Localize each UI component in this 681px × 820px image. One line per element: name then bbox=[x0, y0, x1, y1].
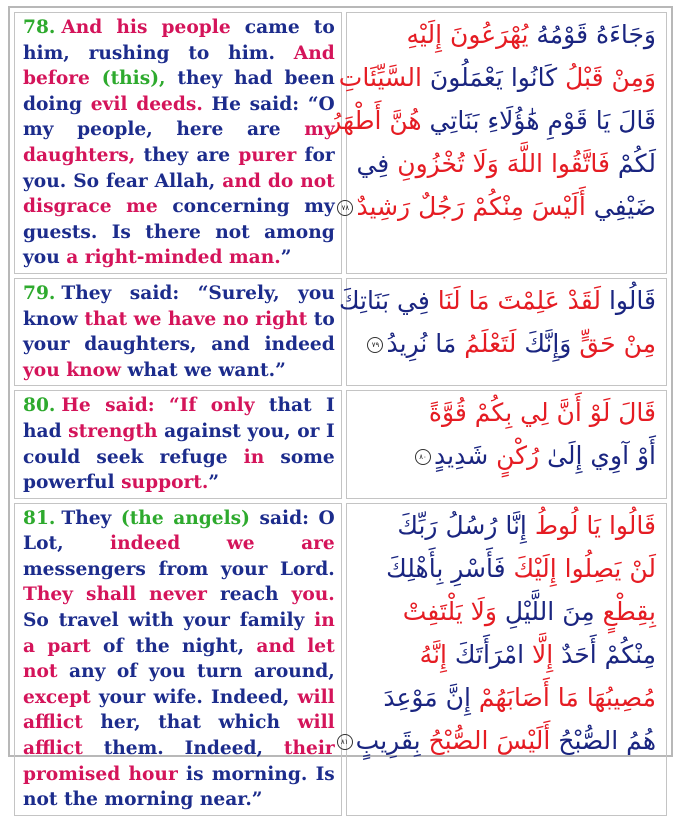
arabic-segment: كَانُوا يَعْمَلُونَ bbox=[421, 63, 558, 92]
arabic-segment: قَالُوا يَا لُوطُ bbox=[526, 510, 656, 540]
english-translation-80 bbox=[14, 390, 342, 498]
translation-segment: They said: “Surely, you know bbox=[23, 282, 335, 330]
verse-table bbox=[10, 8, 671, 820]
arabic-segment: وَإِنَّكَ bbox=[516, 328, 572, 358]
translation-segment: will afflict bbox=[23, 686, 335, 734]
translation-segment: a right-minded man. bbox=[66, 247, 281, 269]
translation-segment: any of you turn around, bbox=[69, 661, 335, 683]
arabic-segment: بِقِطْعٍ bbox=[594, 596, 656, 626]
arabic-segment: السَّيِّئَاتِ bbox=[338, 63, 422, 92]
translation-segment: said: O Lot, bbox=[23, 507, 335, 555]
arabic-line bbox=[340, 719, 656, 762]
arabic-segment: مِنْ حَقٍّ bbox=[571, 328, 656, 358]
arabic-segment: فِي بَنَاتِكَ bbox=[338, 285, 430, 315]
translation-segment: them. Indeed, bbox=[103, 738, 284, 760]
translation-segment: He said: “O my people, here are bbox=[23, 93, 335, 141]
arabic-segment: إِنَّ مَوْعِدَ bbox=[383, 682, 471, 712]
translation-segment: purer bbox=[238, 144, 305, 166]
verse-number: 81. bbox=[23, 507, 56, 529]
translation-segment: (this), bbox=[101, 68, 166, 90]
arabic-segment: إِلَّا bbox=[524, 639, 554, 669]
translation-segment: and let not bbox=[23, 635, 335, 683]
arabic-segment: إِنَّهُ bbox=[419, 639, 447, 669]
arabic-segment: لَتَعْلَمُ bbox=[456, 328, 517, 358]
translation-segment: that I had bbox=[23, 395, 335, 442]
arabic-segment: ضَيْفِي bbox=[585, 192, 656, 221]
english-translation-81 bbox=[14, 503, 342, 816]
verse-table-body bbox=[14, 12, 667, 816]
translation-segment: that we have no right bbox=[84, 308, 314, 330]
translation-segment: came to him, rushing to him. bbox=[23, 17, 335, 64]
arabic-line bbox=[338, 279, 656, 322]
arabic-segment: لَقَدْ عَلِمْتَ مَا لَنَا bbox=[429, 285, 601, 315]
arabic-text-78 bbox=[329, 12, 667, 274]
english-translation-78 bbox=[14, 12, 342, 274]
arabic-segment: إِنَّا رُسُلُ رَبِّكَ bbox=[397, 510, 527, 540]
translation-segment: reach bbox=[219, 584, 292, 606]
arabic-text-80 bbox=[346, 390, 667, 498]
arabic-segment: مُصِيبُهَا مَا أَصَابَهُمْ bbox=[470, 682, 656, 712]
arabic-line bbox=[353, 391, 656, 434]
arabic-segment: امْرَأَتَكَ bbox=[446, 639, 525, 669]
arabic-line bbox=[353, 504, 656, 547]
arabic-line bbox=[329, 99, 656, 142]
arabic-segment: شَدِيدٍ bbox=[434, 441, 489, 471]
translation-segment: in bbox=[243, 446, 281, 468]
arabic-line bbox=[353, 434, 656, 477]
arabic-line bbox=[353, 322, 656, 365]
arabic-segment: فَاتَّقُوا اللَّهَ وَلَا تُخْزُونِ bbox=[389, 149, 610, 178]
arabic-segment: فَأَسْرِ بِأَهْلِكَ bbox=[386, 553, 506, 583]
arabic-segment: بِقَرِيبٍ bbox=[355, 725, 421, 755]
translation-segment: for you. So fear Allah, bbox=[23, 144, 335, 192]
arabic-segment: وَلَا يَلْتَفِتْ bbox=[402, 596, 497, 626]
arabic-segment: مِنْكُمْ أَحَدٌ bbox=[553, 639, 656, 669]
arabic-text-81 bbox=[340, 503, 667, 816]
verse-end-mark-icon: ٧٩ bbox=[367, 337, 383, 353]
verse-number: 78. bbox=[23, 17, 56, 38]
verse-row-81 bbox=[14, 503, 667, 816]
english-translation-79 bbox=[14, 278, 342, 386]
translation-segment: they are bbox=[135, 144, 239, 166]
translation-segment: except bbox=[23, 686, 99, 708]
arabic-segment: هُنَّ أَطْهَرُ bbox=[329, 106, 422, 135]
translation-segment: is morning. Is not the morning near.” bbox=[23, 763, 335, 811]
arabic-segment: يُهْرَعُونَ إِلَيْهِ bbox=[406, 20, 529, 49]
verse-number: 79. bbox=[23, 282, 56, 304]
arabic-segment: قَالَ لَوْ أَنَّ لِي بِكُمْ قُوَّةً bbox=[428, 398, 656, 428]
verse-row-79 bbox=[14, 278, 667, 386]
translation-segment: their promised hour bbox=[23, 738, 335, 785]
arabic-segment: قَالَ يَا قَوْمِ هَٰؤُلَاءِ بَنَاتِي bbox=[421, 106, 656, 135]
arabic-segment: مِنَ اللَّيْلِ bbox=[496, 596, 595, 626]
translation-segment: against you, or I could seek refuge bbox=[23, 420, 335, 468]
translation-segment: will afflict bbox=[23, 712, 335, 760]
translation-segment: they had been doing bbox=[23, 68, 335, 115]
translation-segment: of the night, bbox=[103, 635, 257, 657]
translation-segment: strength bbox=[68, 420, 165, 442]
verse-end-mark-icon: ٨١ bbox=[337, 734, 353, 750]
translation-segment: concerning my guests. Is there not among you bbox=[23, 196, 335, 269]
arabic-segment: مَا نُرِيدُ bbox=[386, 328, 457, 358]
verse-table-frame bbox=[8, 6, 673, 811]
arabic-segment: فِي bbox=[356, 149, 390, 178]
translation-segment: you know bbox=[23, 359, 128, 381]
translation-segment: And before bbox=[23, 42, 335, 90]
arabic-line bbox=[338, 56, 656, 99]
arabic-line bbox=[353, 676, 656, 719]
verse-number: 80. bbox=[23, 395, 56, 417]
arabic-segment: لَكُمْ bbox=[609, 149, 656, 178]
translation-segment: indeed we are bbox=[110, 533, 335, 555]
arabic-line bbox=[353, 13, 656, 56]
arabic-line bbox=[353, 590, 656, 633]
translation-segment: you. bbox=[291, 584, 335, 606]
translation-segment: They bbox=[61, 507, 121, 529]
arabic-segment: وَمِنْ قَبْلُ bbox=[557, 63, 656, 92]
translation-segment: He said: “If only bbox=[61, 395, 269, 417]
arabic-line bbox=[353, 142, 656, 185]
arabic-segment: قَالُوا bbox=[601, 285, 656, 315]
arabic-segment: هُمُ الصُّبْحُ bbox=[550, 725, 656, 755]
arabic-line bbox=[341, 185, 656, 228]
translation-segment: her, that which bbox=[100, 712, 298, 734]
translation-segment: your wife. Indeed, bbox=[98, 686, 298, 708]
verse-end-mark-icon: ٧٨ bbox=[337, 200, 353, 216]
translation-segment: (the angels) bbox=[120, 507, 250, 529]
arabic-segment: وَجَاءَهُ قَوْمُهُ bbox=[528, 20, 656, 49]
verse-row-80 bbox=[14, 390, 667, 498]
arabic-segment: أَلَيْسَ مِنْكُمْ رَجُلٌ رَشِيدٌ bbox=[356, 192, 586, 221]
arabic-line bbox=[353, 547, 656, 590]
verse-end-mark-icon: ٨٠ bbox=[415, 449, 431, 465]
translation-segment: support. bbox=[121, 472, 209, 494]
arabic-segment: رُكْنٍ bbox=[488, 441, 540, 471]
arabic-line bbox=[353, 633, 656, 676]
arabic-segment: لَنْ يَصِلُوا إِلَيْكَ bbox=[505, 553, 656, 583]
translation-segment: messengers from your Lord. bbox=[23, 558, 335, 580]
arabic-segment: أَوْ آوِي إِلَىٰ bbox=[539, 441, 656, 471]
translation-segment: some powerful bbox=[23, 446, 335, 494]
translation-segment: and do not disgrace me bbox=[23, 170, 335, 218]
translation-segment: They shall never bbox=[23, 584, 220, 606]
translation-segment: my daughters, bbox=[23, 119, 335, 166]
translation-segment: in a part bbox=[23, 610, 335, 657]
translation-segment: to your daughters, and indeed bbox=[23, 308, 335, 356]
translation-segment: ” bbox=[208, 472, 220, 494]
translation-segment: And his people bbox=[61, 17, 245, 38]
translation-segment: what we want.” bbox=[127, 359, 286, 381]
translation-segment: ” bbox=[280, 247, 292, 269]
verse-row-78 bbox=[14, 12, 667, 274]
translation-segment: So travel with your family bbox=[23, 610, 315, 632]
translation-segment: evil deeds. bbox=[90, 93, 212, 115]
arabic-text-79 bbox=[338, 278, 667, 386]
arabic-segment: أَلَيْسَ الصُّبْحُ bbox=[420, 725, 551, 755]
